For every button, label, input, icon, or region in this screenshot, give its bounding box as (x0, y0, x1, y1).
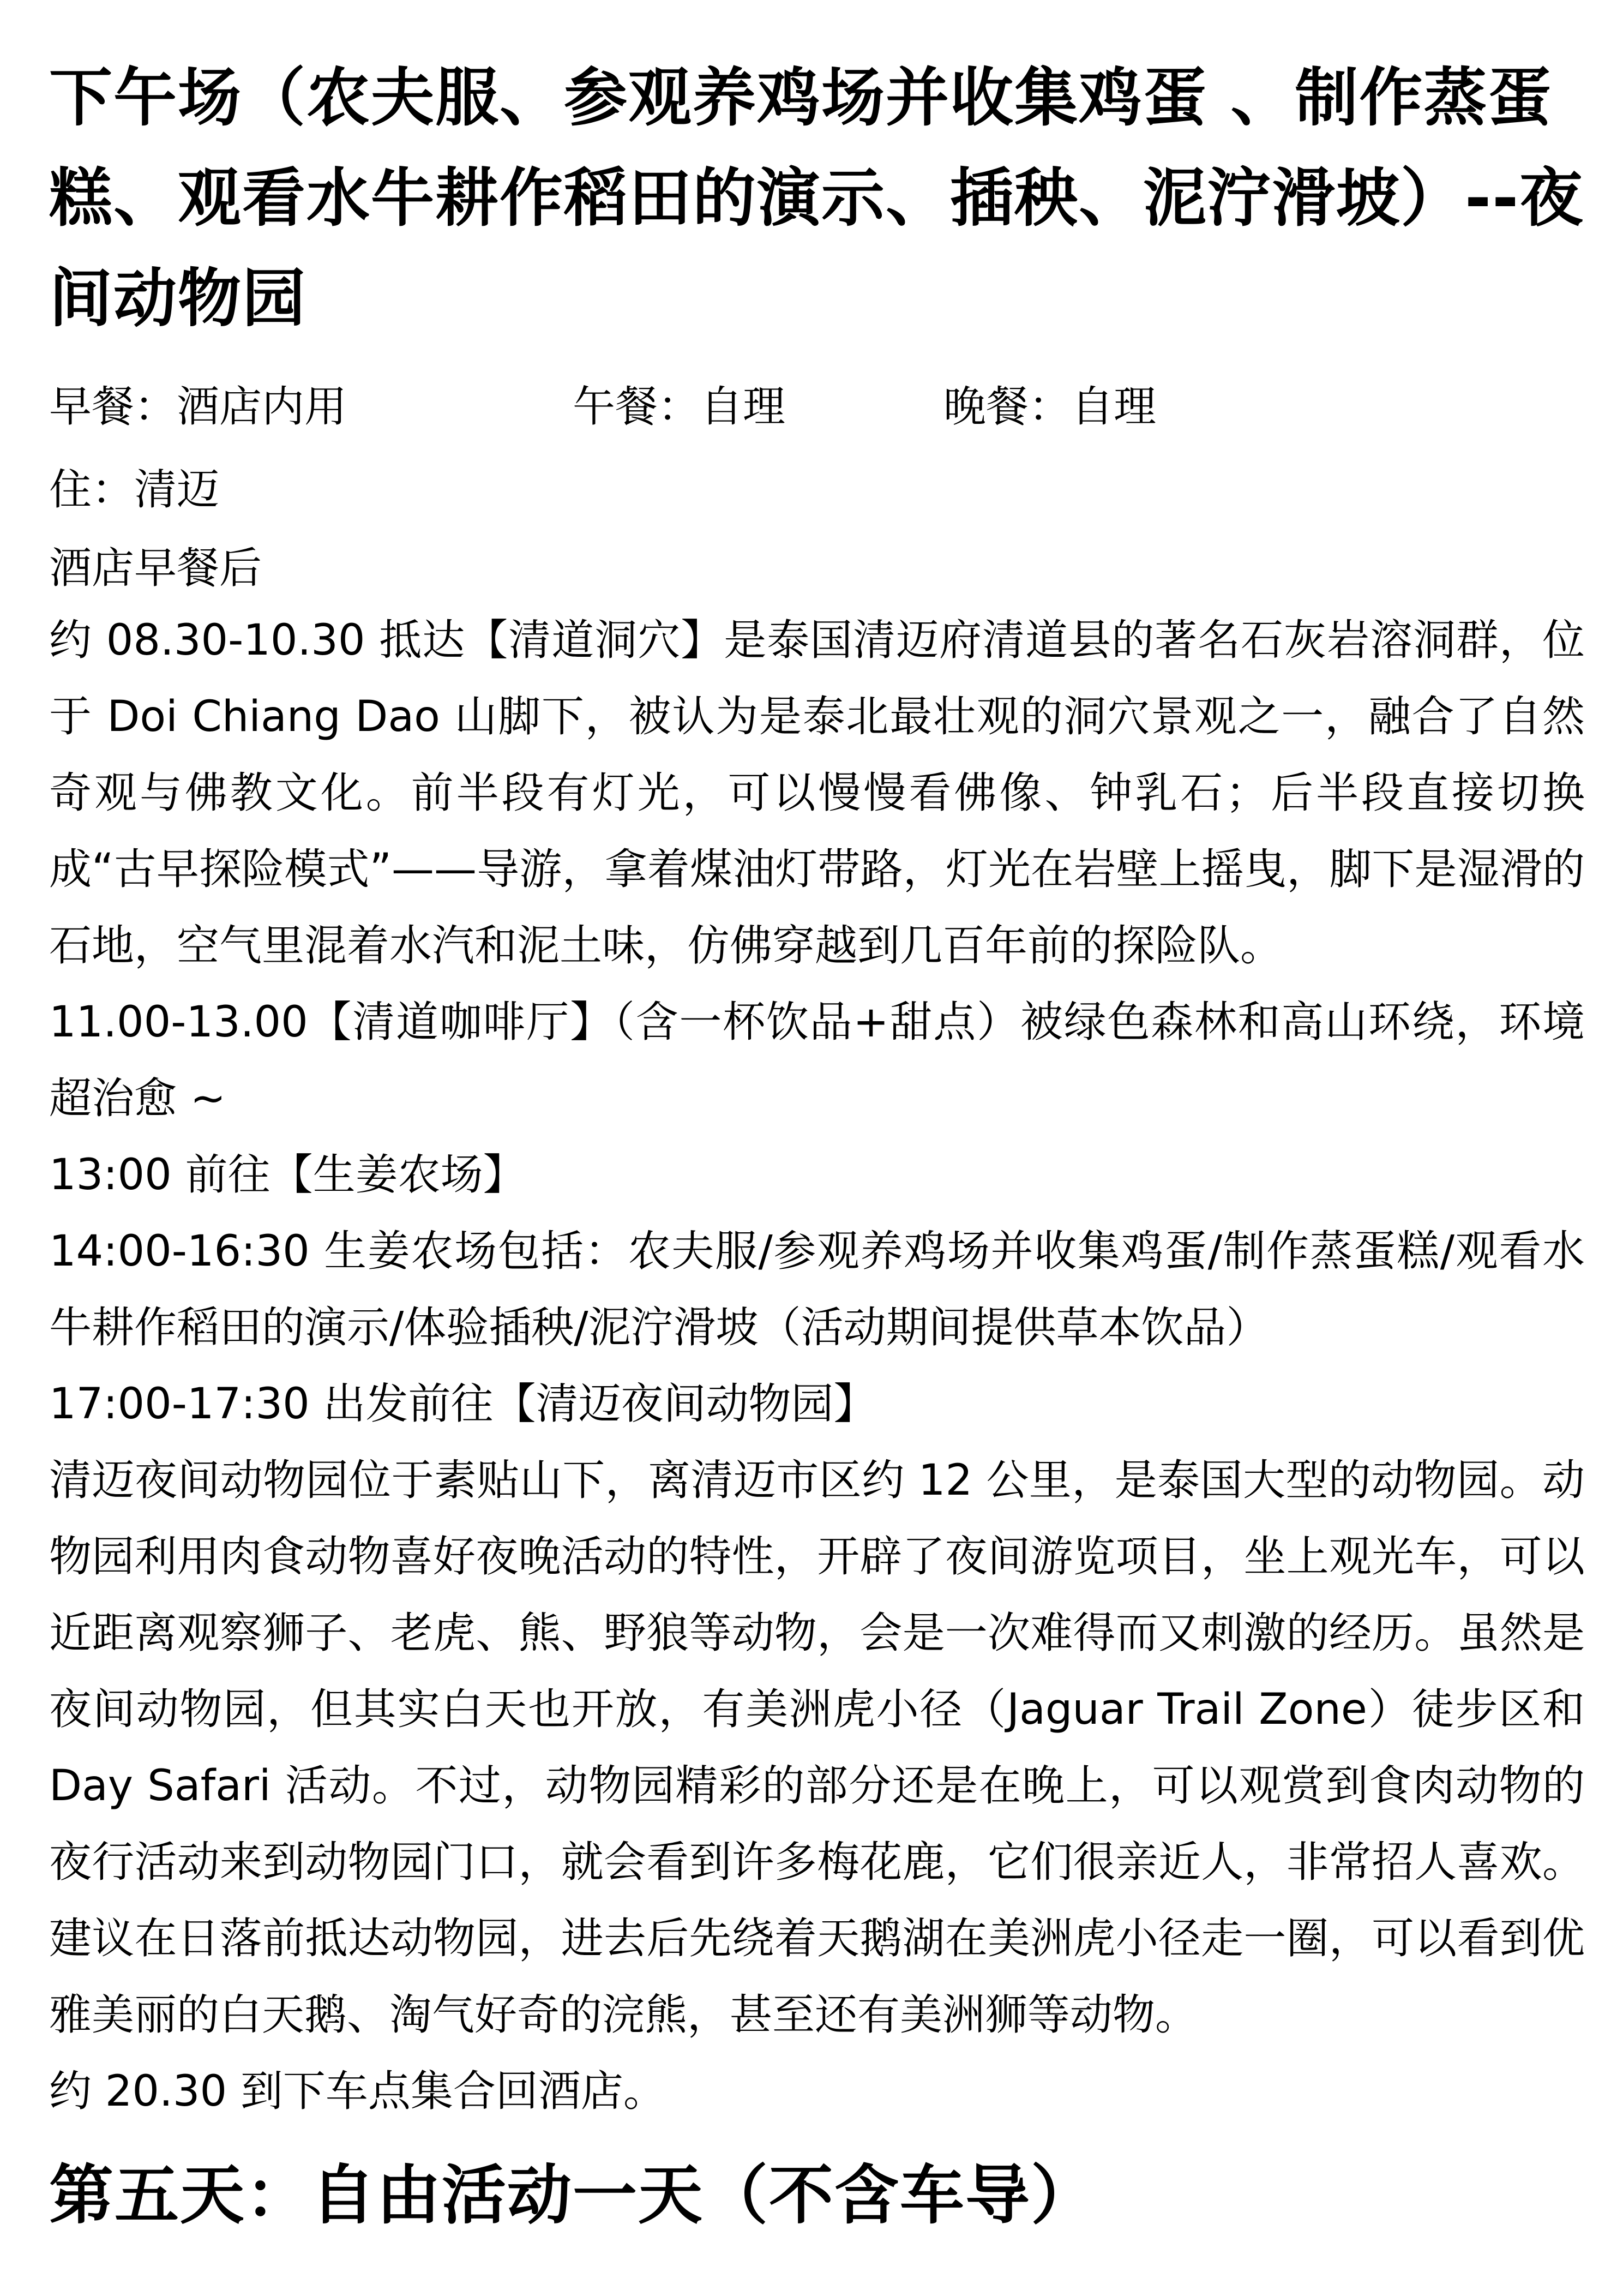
after-breakfast-note: 酒店早餐后 (49, 544, 262, 593)
itinerary-to-zoo: 17:00-17:30 出发前往【清迈夜间动物园】 (49, 1380, 876, 1429)
itinerary-zoo-description: 清迈夜间动物园位于素贴山下，离清迈市区约 12 公里，是泰国大型的动物园。动物园利用肉食动物喜好夜晚活动的特性，开辟了夜间游览项目，坐上观光车，可以近距离观察狮子、老虎、熊、野狼等动物，会是一次难得而又刺激的经历。虽然是夜间动物园，但其实白天也开放，有美洲虎小径（Jaguar Trail Zone）徒步区和 Day Safari 活动。不过，动物园精彩的部分还是在晚上，可以观赏到食肉动物的夜行活动来到动物园门口，就会看到许多梅花鹿，它们很亲近人，非常招人喜欢。建议在日落前抵达动物园，进去后先绕着天鹅湖在美洲虎小径走一圈，可以看到优雅美丽的白天鹅、淘气好奇的浣熊，甚至还有美洲狮等动物。 (49, 1456, 1585, 2040)
itinerary-return: 约 20.30 到下车点集合回酒店。 (49, 2067, 666, 2116)
meal-dinner: 晚餐：自理 (943, 382, 1157, 431)
day-title: 下午场（农夫服、参观养鸡场并收集鸡蛋 、制作蒸蛋糕、观看水牛耕作稻田的演示、插秧、泥泞滑坡）--夜间动物园 (49, 61, 1584, 335)
itinerary-to-farm: 13:00 前往【生姜农场】 (49, 1150, 526, 1200)
next-day-title: 第五天：自由活动一天（不含车导） (49, 2157, 1097, 2233)
accommodation: 住：清迈 (49, 465, 220, 514)
meals-row (49, 373, 1585, 441)
itinerary-cave: 约 08.30-10.30 抵达【清道洞穴】是泰国清迈府清道县的著名石灰岩溶洞群，位于 Doi Chiang Dao 山脚下，被认为是泰北最壮观的洞穴景观之一，融合了自然奇观与佛教文化。前半段有灯光，可以慢慢看佛像、钟乳石；后半段直接切换成“古早探险模式”——导游，拿着煤油灯带路，灯光在岩壁上摇曳，脚下是湿滑的石地，空气里混着水汽和泥土味，仿佛穿越到几百年前的探险队。 (49, 616, 1585, 970)
itinerary-page (49, 0, 1585, 2296)
meal-lunch: 午餐：自理 (573, 382, 786, 431)
itinerary-cafe: 11.00-13.00【清道咖啡厅】（含一杯饮品+甜点）被绿色森林和高山环绕，环境超治愈 ~ (49, 998, 1585, 1123)
meal-breakfast: 早餐：酒店内用 (49, 382, 347, 431)
itinerary-farm-activities: 14:00-16:30 生姜农场包括：农夫服/参观养鸡场并收集鸡蛋/制作蒸蛋糕/观看水牛耕作稻田的演示/体验插秧/泥泞滑坡（活动期间提供草本饮品） (49, 1227, 1585, 1352)
